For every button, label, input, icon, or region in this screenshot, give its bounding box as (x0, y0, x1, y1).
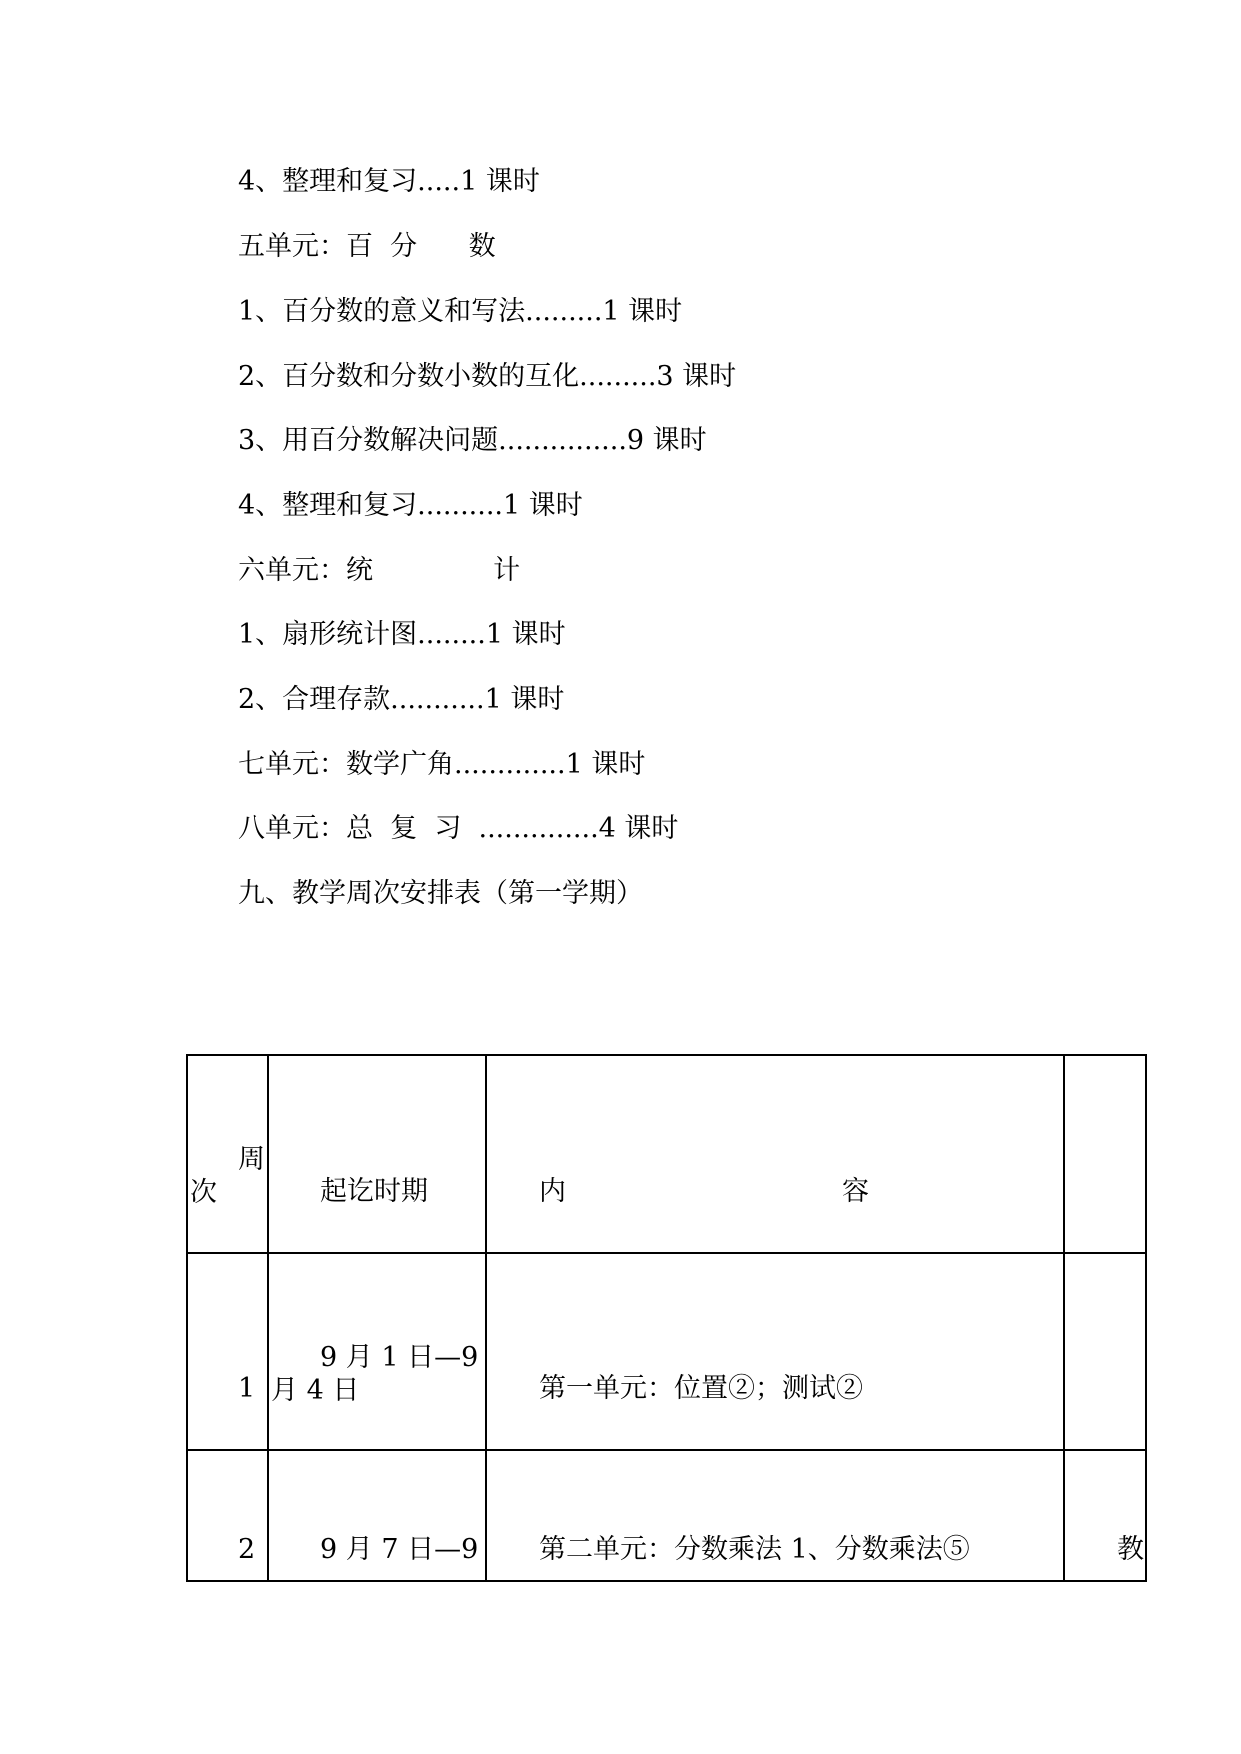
week-number: 1 (238, 1373, 256, 1404)
dates-line1: 9 月 7 日—9 (320, 1534, 479, 1565)
outline-line: 3、用百分数解决问题...............9 课时 (238, 425, 707, 456)
header-content-char1: 内 (539, 1176, 566, 1207)
table-row (187, 1450, 1146, 1581)
outline-line: 1、扇形统计图........1 课时 (238, 619, 566, 650)
dates-cell (268, 1253, 486, 1450)
week-cell (187, 1253, 268, 1450)
schedule-table (186, 1054, 1147, 1582)
outline-line: 4、整理和复习..........1 课时 (238, 490, 583, 521)
header-content-cell (486, 1055, 1064, 1253)
table-header-row (187, 1055, 1146, 1253)
header-week-char2: 次 (190, 1177, 217, 1208)
week-cell (187, 1450, 268, 1581)
content-cell (486, 1253, 1064, 1450)
dates-line2: 月 4 日 (271, 1375, 360, 1406)
dates-cell (268, 1450, 486, 1581)
unit-heading: 七单元：数学广角.............1 课时 (238, 749, 646, 780)
note-cell (1064, 1450, 1146, 1581)
week-number: 2 (238, 1534, 256, 1565)
unit-heading: 五单元：百 分 数 (238, 231, 496, 262)
note-text: 教 (1117, 1534, 1144, 1565)
dates-line1: 9 月 1 日—9 (320, 1342, 479, 1373)
outline-line: 2、百分数和分数小数的互化.........3 课时 (238, 361, 737, 392)
content-text: 第二单元：分数乘法 1、分数乘法⑤ (539, 1534, 970, 1565)
header-dates-cell (268, 1055, 486, 1253)
note-cell (1064, 1253, 1146, 1450)
outline-line: 2、合理存款...........1 课时 (238, 684, 565, 715)
outline-line: 1、百分数的意义和写法.........1 课时 (238, 296, 683, 327)
section-title: 九、教学周次安排表（第一学期） (238, 878, 643, 909)
content-cell (486, 1450, 1064, 1581)
content-text: 第一单元：位置②；测试② (539, 1373, 863, 1404)
unit-heading: 八单元：总 复 习 ..............4 课时 (238, 813, 679, 844)
unit-heading: 六单元：统 计 (238, 555, 521, 586)
table-row (187, 1253, 1146, 1450)
header-note-cell (1064, 1055, 1146, 1253)
header-week-cell (187, 1055, 268, 1253)
outline-line: 4、整理和复习.....1 课时 (238, 166, 540, 197)
header-content-char2: 容 (842, 1176, 869, 1207)
header-dates: 起讫时期 (320, 1176, 428, 1207)
header-week-char1: 周 (238, 1144, 265, 1175)
